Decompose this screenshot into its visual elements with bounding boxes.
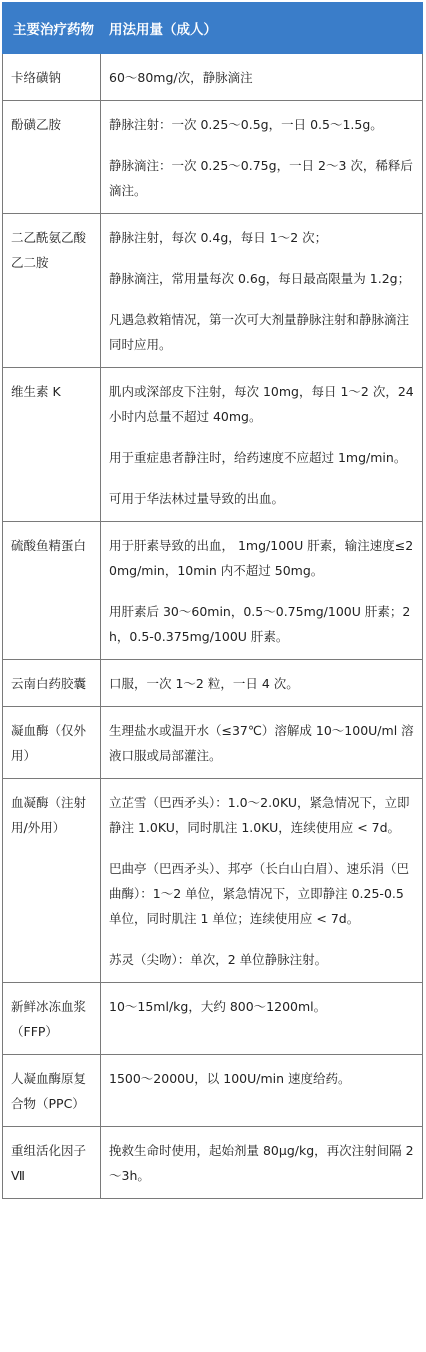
drug-usage: [101, 101, 423, 214]
drug-dosage-table: [2, 2, 423, 1199]
usage-line: 挽救生命时使用，起始剂量 80μg/kg，再次注射间隔 2～3h。: [109, 1143, 414, 1183]
drug-usage: [101, 1055, 423, 1127]
drug-name: 维生素 K: [3, 368, 101, 522]
drug-usage: [101, 707, 423, 779]
drug-name: 云南白药胶囊: [3, 660, 101, 707]
drug-usage: [101, 522, 423, 660]
table-row: [3, 1055, 423, 1127]
usage-line: 用于肝素导致的出血， 1mg/100U 肝素，输注速度≤20mg/min，10min 内不超过 50mg。: [109, 538, 414, 578]
usage-line: 60～80mg/次，静脉滴注: [109, 70, 253, 85]
usage-line: 静脉滴注：一次 0.25～0.75g，一日 2～3 次，稀释后滴注。: [109, 158, 413, 198]
header-usage: 用法用量（成人）: [101, 3, 423, 54]
drug-usage: [101, 779, 423, 983]
usage-line: 10～15ml/kg，大约 800～1200ml。: [109, 999, 327, 1014]
table-body: [3, 54, 423, 1199]
table-row: [3, 101, 423, 214]
usage-line: 口服，一次 1～2 粒，一日 4 次。: [109, 676, 299, 691]
usage-line: 静脉滴注，常用量每次 0.6g，每日最高限量为 1.2g；: [109, 271, 411, 286]
header-drug: 主要治疗药物: [3, 3, 101, 54]
drug-usage: [101, 54, 423, 101]
usage-line: 静脉注射：一次 0.25～0.5g，一日 0.5～1.5g。: [109, 117, 383, 132]
drug-usage: [101, 214, 423, 368]
table-row: [3, 779, 423, 983]
table-row: [3, 522, 423, 660]
table-row: [3, 54, 423, 101]
usage-line: 肌内或深部皮下注射，每次 10mg，每日 1～2 次，24 小时内总量不超过 40mg。: [109, 384, 414, 424]
table-header-row: [3, 3, 423, 54]
drug-usage: [101, 368, 423, 522]
usage-line: 可用于华法林过量导致的出血。: [109, 491, 285, 506]
drug-name: 二乙酰氨乙酸乙二胺: [3, 214, 101, 368]
drug-usage: [101, 983, 423, 1055]
drug-name: 重组活化因子Ⅶ: [3, 1127, 101, 1199]
usage-line: 用肝素后 30～60min，0.5～0.75mg/100U 肝素；2h，0.5-0.375mg/100U 肝素。: [109, 604, 411, 644]
table-row: [3, 983, 423, 1055]
usage-line: 立芷雪（巴西矛头）：1.0～2.0KU，紧急情况下，立即静注 1.0KU，同时肌注 1.0KU，连续使用应 < 7d。: [109, 795, 410, 835]
drug-name: 新鲜冰冻血浆（FFP）: [3, 983, 101, 1055]
usage-line: 用于重症患者静注时，给药速度不应超过 1mg/min。: [109, 450, 407, 465]
usage-line: 生理盐水或温开水（≤37℃）溶解成 10～100U/ml 溶液口服或局部灌注。: [109, 723, 414, 763]
drug-usage: [101, 660, 423, 707]
table-row: [3, 368, 423, 522]
usage-line: 1500～2000U，以 100U/min 速度给药。: [109, 1071, 351, 1086]
usage-line: 苏灵（尖吻）：单次，2 单位静脉注射。: [109, 952, 328, 967]
table-row: [3, 1127, 423, 1199]
drug-name: 酚磺乙胺: [3, 101, 101, 214]
table-row: [3, 214, 423, 368]
drug-name: 凝血酶（仅外用）: [3, 707, 101, 779]
table-row: [3, 707, 423, 779]
drug-name: 卡络磺钠: [3, 54, 101, 101]
drug-name: 血凝酶（注射用/外用）: [3, 779, 101, 983]
drug-usage: [101, 1127, 423, 1199]
usage-line: 静脉注射，每次 0.4g，每日 1～2 次；: [109, 230, 328, 245]
table-row: [3, 660, 423, 707]
drug-name: 人凝血酶原复合物（PPC）: [3, 1055, 101, 1127]
usage-line: 巴曲亭（巴西矛头）、邦亭（长白山白眉）、速乐涓（巴曲酶）：1～2 单位，紧急情况下，立即静注 0.25-0.5 单位，同时肌注 1 单位；连续使用应 < 7d。: [109, 861, 410, 926]
drug-name: 硫酸鱼精蛋白: [3, 522, 101, 660]
usage-line: 凡遇急救箱情况，第一次可大剂量静脉注射和静脉滴注同时应用。: [109, 312, 410, 352]
